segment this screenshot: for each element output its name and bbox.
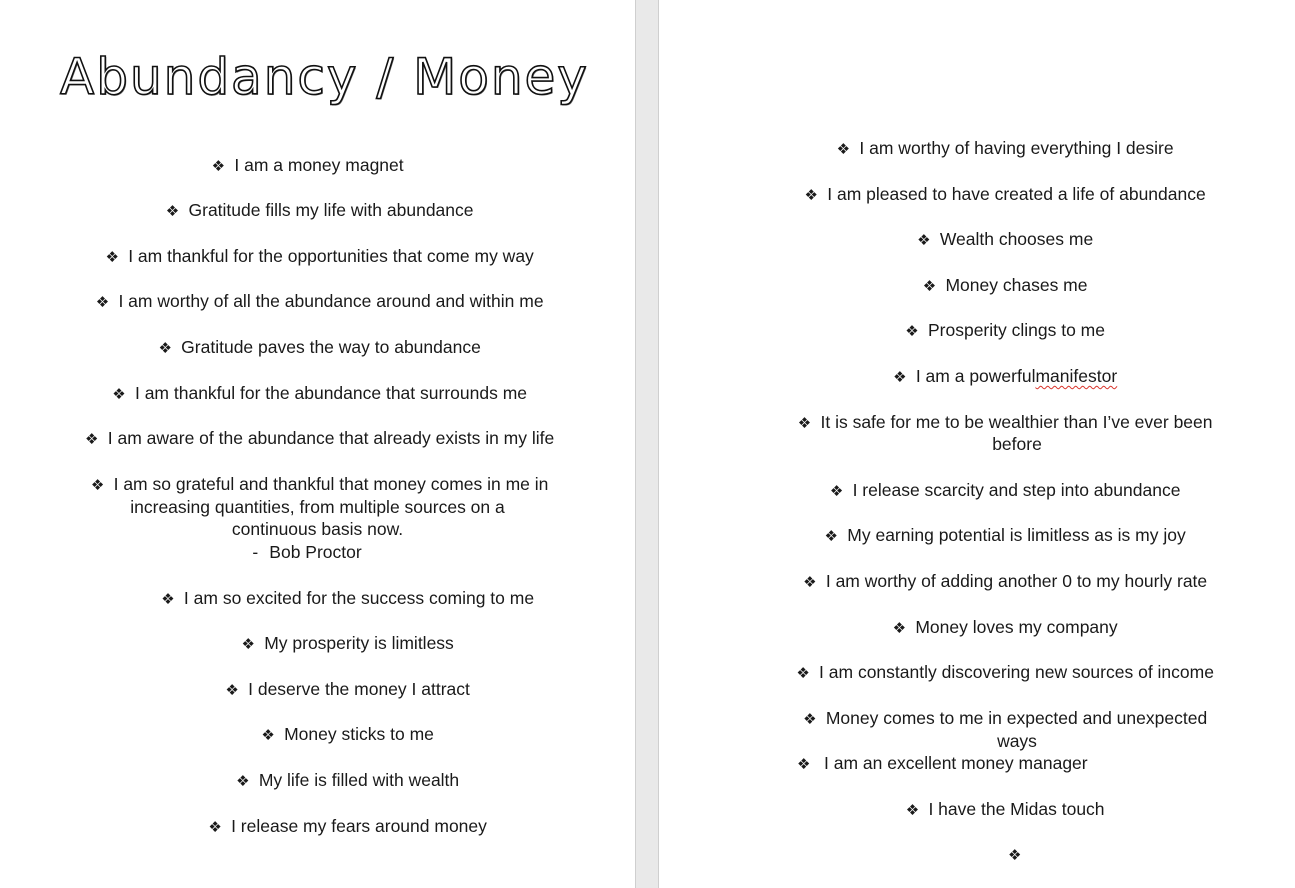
list-item: ❖ Money sticks to me xyxy=(28,723,636,747)
bullet-icon: ❖ xyxy=(165,202,180,220)
list-item: ❖ I am worthy of all the abundance around and within me xyxy=(0,290,635,314)
spellcheck-word[interactable]: manifestor xyxy=(1035,366,1118,386)
bullet-icon: ❖ xyxy=(892,619,907,637)
list-item: ❖ Money loves my company xyxy=(685,616,1295,640)
list-item: ❖ I am thankful for the opportunities that come my way xyxy=(0,245,635,269)
list-item: ❖ Money chases me xyxy=(685,274,1295,298)
list-item: ❖ My life is filled with wealth xyxy=(28,769,636,793)
list-item: ❖ I am a powerfulmanifestor xyxy=(685,365,1295,389)
bullet-icon: ❖ xyxy=(922,277,937,295)
list-item: ❖ My prosperity is limitless xyxy=(28,632,636,656)
bullet-icon: ❖ xyxy=(824,527,838,545)
list-item: ❖ I am so excited for the success coming to me xyxy=(28,587,636,611)
bullet-icon: ❖ xyxy=(905,801,920,819)
bullet-icon: ❖ xyxy=(90,476,105,494)
bullet-icon: ❖ xyxy=(796,664,810,682)
bullet-icon: ❖ xyxy=(236,772,250,790)
bullet-icon: ❖ xyxy=(95,293,110,311)
list-item: ❖ Gratitude paves the way to abundance xyxy=(0,336,635,360)
bullet-icon: ❖ xyxy=(829,482,844,500)
document-page-right xyxy=(658,0,1295,888)
list-item-empty[interactable] xyxy=(659,843,1295,867)
bullet-icon: ❖ xyxy=(211,157,226,175)
list-item-continuation: before xyxy=(992,434,1042,454)
bullet-icon: ❖ xyxy=(804,186,818,204)
bullet-icon: ❖ xyxy=(208,818,222,836)
list-item: ❖ It is safe for me to be wealthier than I’ve ever been xyxy=(685,411,1295,435)
list-item: ❖ I am an excellent money manager xyxy=(659,752,1295,776)
quote-attribution: - Bob Proctor xyxy=(0,541,619,564)
list-item: ❖ I am a money magnet xyxy=(0,154,623,178)
list-item-continuation: continuous basis now. xyxy=(231,519,404,539)
bullet-icon: ❖ xyxy=(261,726,275,744)
bullet-icon: ❖ xyxy=(797,414,812,432)
list-item: ❖ I am aware of the abundance that already exists in my life xyxy=(0,427,635,451)
bullet-icon: ❖ xyxy=(893,368,907,386)
document-page-left xyxy=(0,0,636,888)
list-item: ❖ I am worthy of having everything I desire xyxy=(685,137,1295,161)
list-item: ❖ I am so grateful and thankful that money comes in me in xyxy=(0,473,635,497)
list-item: ❖ Gratitude fills my life with abundance xyxy=(0,199,635,223)
bullet-icon: ❖ xyxy=(803,710,817,728)
bullet-icon: ❖ xyxy=(797,755,811,773)
page-title: Abundancy / Money xyxy=(60,48,589,106)
bullet-icon: ❖ xyxy=(112,385,126,403)
dash-icon: - xyxy=(252,542,259,562)
bullet-icon: ❖ xyxy=(803,573,817,591)
bullet-icon: ❖ xyxy=(905,322,919,340)
list-item: ❖ I am constantly discovering new sources of income xyxy=(685,661,1295,685)
bullet-icon: ❖ xyxy=(241,635,255,653)
list-item: ❖ Wealth chooses me xyxy=(685,228,1295,252)
list-item: ❖ Prosperity clings to me xyxy=(685,319,1295,343)
bullet-icon: ❖ xyxy=(161,590,175,608)
bullet-icon: ❖ xyxy=(1008,846,1022,864)
bullet-icon: ❖ xyxy=(836,140,851,158)
bullet-icon: ❖ xyxy=(105,248,119,266)
list-item: ❖ I have the Midas touch xyxy=(685,798,1295,822)
list-item: ❖ Money comes to me in expected and unexpected xyxy=(685,707,1295,731)
list-item: ❖ I release my fears around money xyxy=(28,815,636,839)
list-item: ❖ I release scarcity and step into abundance xyxy=(685,479,1295,503)
list-item: ❖ My earning potential is limitless as is my joy xyxy=(685,524,1295,548)
bullet-icon: ❖ xyxy=(158,339,172,357)
bullet-icon: ❖ xyxy=(917,231,931,249)
list-item: ❖ I am thankful for the abundance that surrounds me xyxy=(0,382,635,406)
list-item: ❖ I am worthy of adding another 0 to my hourly rate xyxy=(685,570,1295,594)
list-item: ❖ I am pleased to have created a life of abundance xyxy=(685,183,1295,207)
bullet-icon: ❖ xyxy=(85,430,99,448)
list-item-continuation: ways xyxy=(997,731,1037,751)
list-item-continuation: increasing quantities, from multiple sources on a xyxy=(130,497,505,517)
list-item: ❖ I deserve the money I attract xyxy=(28,678,636,702)
page-gutter xyxy=(636,0,658,888)
bullet-icon: ❖ xyxy=(225,681,239,699)
